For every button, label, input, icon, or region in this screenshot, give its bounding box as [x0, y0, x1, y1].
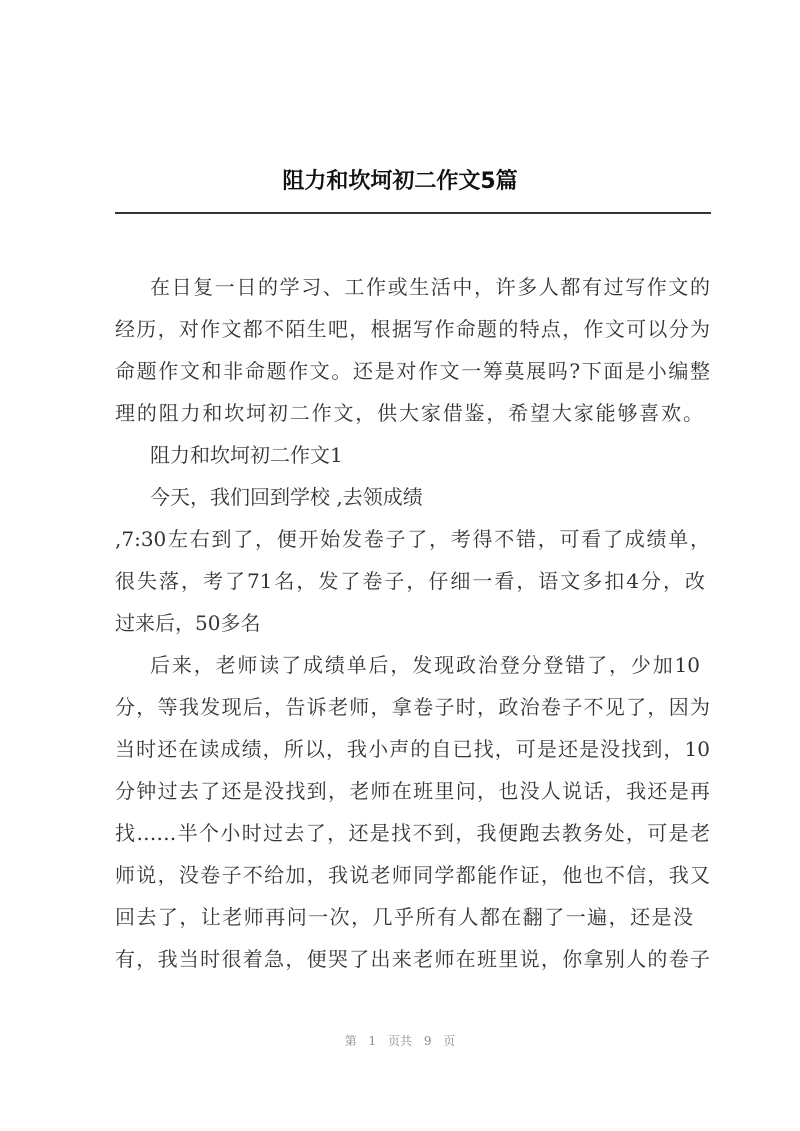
paragraph-line: ,7:30左右到了，便开始发卷子了，考得不错，可看了成绩单， [115, 527, 710, 551]
paragraph-line: 师说，没卷子不给加，我说老师同学都能作证，他也不信，我又 [115, 863, 710, 887]
paragraph-line: 经历，对作文都不陌生吧，根据写作命题的特点，作文可以分为 [115, 317, 710, 341]
paragraph-line: 当时还在读成绩，所以，我小声的自已找，可是还是没找到，10 [115, 737, 710, 761]
paragraph-line: 在日复一日的学习、工作或生活中，许多人都有过写作文的 [150, 275, 710, 299]
paragraph-line: 有，我当时很着急，便哭了出来老师在班里说，你拿别人的卷子 [115, 947, 710, 971]
paragraph-line: 后来，老师读了成绩单后，发现政治登分登错了，少加10 [150, 653, 700, 677]
paragraph-line: 分，等我发现后，告诉老师，拿卷子时，政治卷子不见了，因为 [115, 695, 710, 719]
paragraph-line: 回去了，让老师再问一次，几乎所有人都在翻了一遍，还是没 [115, 905, 693, 929]
paragraph-line: 很失落，考了71名，发了卷子，仔细一看，语文多扣4分，改 [115, 569, 705, 593]
paragraph-line: 分钟过去了还是没找到，老师在班里问，也没人说话，我还是再 [115, 779, 710, 803]
section-heading: 阻力和坎坷初二作文1 [150, 443, 343, 467]
title-divider [115, 212, 711, 214]
paragraph-line: 过来后，50多名 [115, 611, 261, 635]
paragraph-line: 命题作文和非命题作文。还是对作文一筹莫展吗?下面是小编整 [115, 359, 710, 383]
document-title: 阻力和坎坷初二作文5篇 [282, 169, 518, 194]
paragraph-line: 今天，我们回到学校 ,去领成绩 [150, 485, 423, 509]
page-footer: 第 1 页共 9 页 [344, 1034, 456, 1048]
paragraph-line: 理的阻力和坎坷初二作文，供大家借鉴，希望大家能够喜欢。 [115, 401, 703, 425]
paragraph-line: 找……半个小时过去了，还是找不到，我便跑去教务处，可是老 [115, 821, 710, 845]
